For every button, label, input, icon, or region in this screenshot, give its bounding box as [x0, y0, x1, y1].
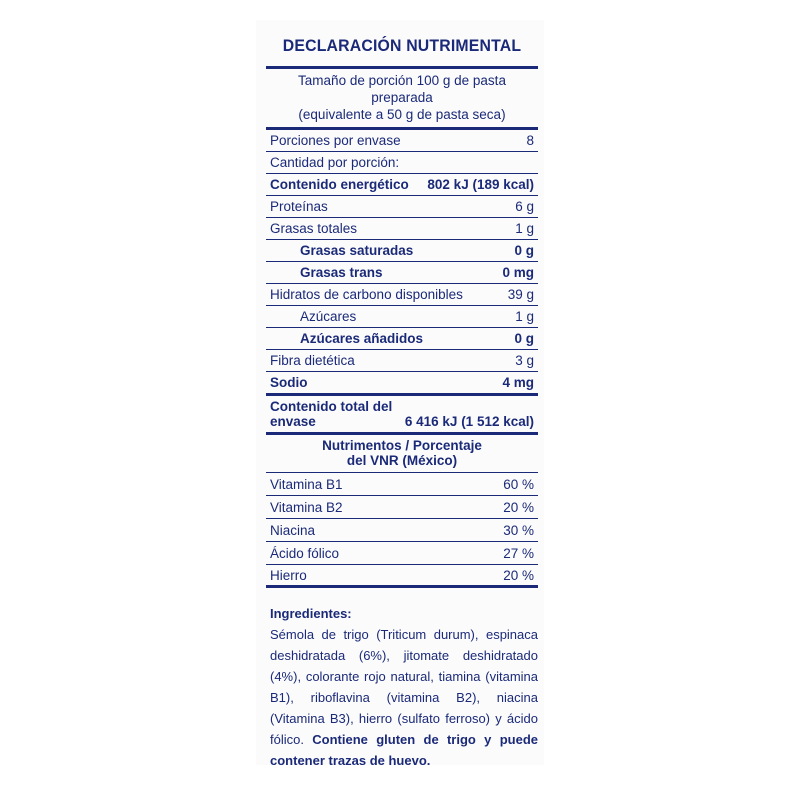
vnr-label: Ácido fólico	[270, 546, 340, 561]
vnr-value: 20 %	[503, 500, 534, 515]
total-value: 6 416 kJ (1 512 kcal)	[404, 414, 534, 429]
row-added-sugars	[266, 328, 538, 350]
row-value: 802 kJ (189 kcal)	[427, 177, 534, 192]
row-label: Sodio	[270, 375, 308, 390]
vnr-row-niacin	[266, 519, 538, 542]
row-sodium	[266, 372, 538, 396]
row-value: 4 mg	[502, 375, 534, 390]
vnr-label: Vitamina B1	[270, 477, 343, 492]
row-carbohydrates	[266, 284, 538, 306]
row-value: 1 g	[515, 221, 534, 236]
row-label: Contenido energético	[270, 177, 409, 192]
row-label: Grasas trans	[300, 265, 383, 280]
row-label: Azúcares	[300, 309, 357, 324]
row-label: Proteínas	[270, 199, 328, 214]
vnr-value: 27 %	[503, 546, 534, 561]
vnr-header-line1: Nutrimentos / Porcentaje	[322, 438, 482, 453]
row-energy	[266, 174, 538, 196]
serving-size-line1: Tamaño de porción 100 g de pasta preparada	[298, 73, 506, 105]
ingredients-text	[270, 624, 538, 771]
total-label-line1: Contenido total del	[270, 399, 393, 414]
row-fiber	[266, 350, 538, 372]
row-amount-per-serving	[266, 152, 538, 174]
vnr-row-iron	[266, 565, 538, 588]
serving-size	[266, 69, 538, 130]
row-label: Grasas saturadas	[300, 243, 414, 258]
row-value: 39 g	[507, 287, 534, 302]
row-value: 0 mg	[502, 265, 534, 280]
row-portions	[266, 130, 538, 152]
serving-size-line2: (equivalente a 50 g de pasta seca)	[298, 107, 506, 122]
row-value: 0 g	[514, 331, 534, 346]
total-label-line2: envase	[270, 414, 316, 429]
vnr-label: Hierro	[270, 568, 307, 583]
row-total-fat	[266, 218, 538, 240]
row-label: Grasas totales	[270, 221, 358, 236]
ingredients-list: Sémola de trigo (Triticum durum), espinaca deshidratada (6%), jitomate deshidratado (4%), colorante rojo natural, tiamina (vitamina B1), riboflavina (vitamina B2), niacina (Vitamina B3), hierro (sulfato ferroso) y ácido fólico.	[270, 627, 538, 747]
ingredients-title: Ingredientes:	[270, 606, 352, 621]
row-value: 8	[526, 133, 534, 148]
vnr-value: 20 %	[503, 568, 534, 583]
row-value: 6 g	[515, 199, 534, 214]
vnr-header	[266, 435, 538, 473]
ingredients-section	[270, 603, 538, 771]
total-label	[270, 399, 392, 429]
row-saturated-fat	[266, 240, 538, 262]
vnr-row-folic-acid	[266, 542, 538, 565]
vnr-value: 60 %	[503, 477, 534, 492]
vnr-label: Niacina	[270, 523, 316, 538]
label-title: DECLARACIÓN NUTRIMENTAL	[282, 36, 522, 55]
row-label: Porciones por envase	[270, 133, 401, 148]
row-value: 3 g	[515, 353, 534, 368]
row-value: 0 g	[514, 243, 534, 258]
vnr-value: 30 %	[503, 523, 534, 538]
row-protein	[266, 196, 538, 218]
row-label: Hidratos de carbono disponibles	[270, 287, 463, 302]
allergen-warning: Contiene gluten de trigo y puede contener trazas de huevo.	[270, 732, 538, 768]
nutrition-table	[266, 66, 538, 588]
row-value: 1 g	[515, 309, 534, 324]
row-total-content	[266, 396, 538, 435]
vnr-row-vitamin-b2	[266, 496, 538, 519]
vnr-label: Vitamina B2	[270, 500, 343, 515]
row-label: Azúcares añadidos	[300, 331, 424, 346]
row-trans-fat	[266, 262, 538, 284]
row-label: Fibra dietética	[270, 353, 355, 368]
row-sugars	[266, 306, 538, 328]
vnr-row-vitamin-b1	[266, 473, 538, 496]
row-label: Cantidad por porción:	[270, 155, 400, 170]
vnr-header-line2: del VNR (México)	[346, 453, 458, 468]
